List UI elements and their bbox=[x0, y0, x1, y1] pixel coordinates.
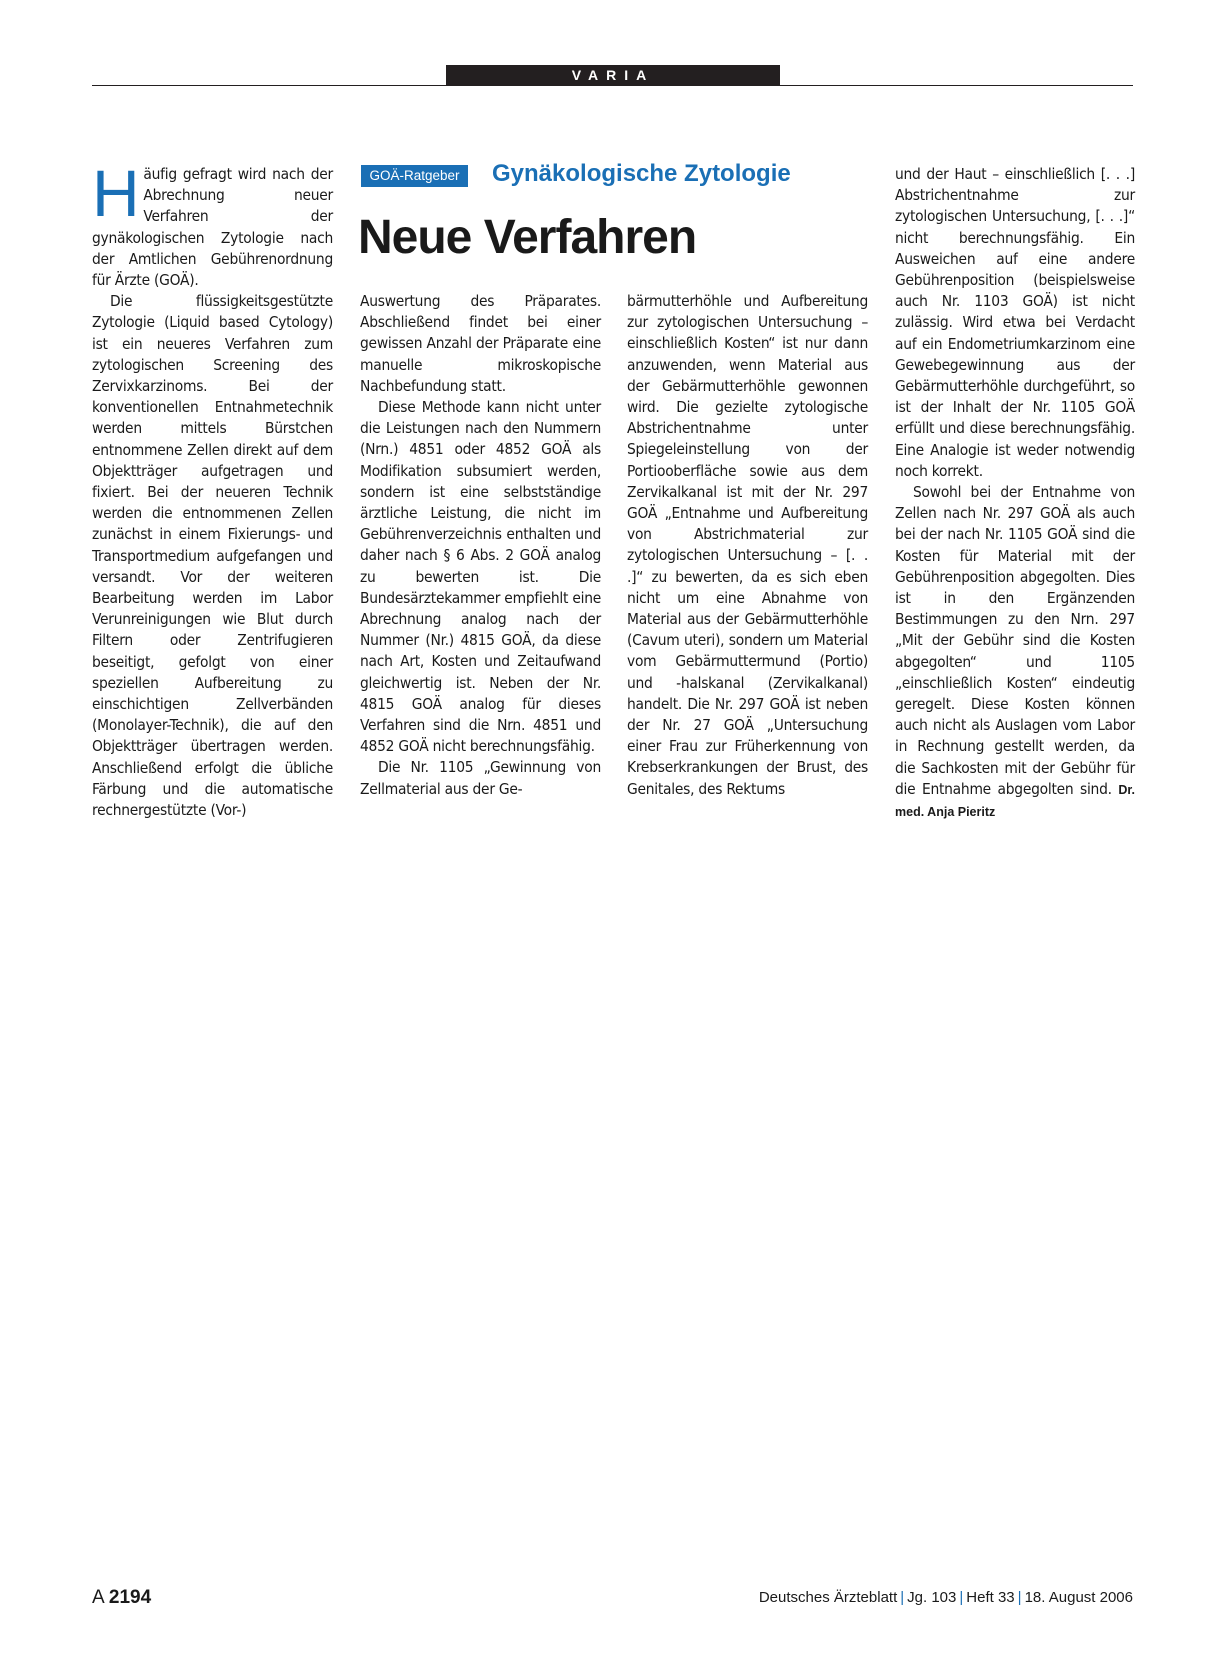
journal-issue: Heft 33 bbox=[966, 1589, 1015, 1606]
paragraph: Sowohl bei der Entnahme von Zellen nach Nr. 297 GOÄ als auch bei der nach Nr. 1105 GOÄ sind die Kosten für Material mit der Gebührenposition abgegolten. Dies ist in den Ergänzenden Bestimmungen zu den Nrn. 297 „Mit der Gebühr sind die Kosten abgegolten“ und 1105 „einschließlich Kosten“ eindeutig geregelt. Diese Kosten können auch nicht als Auslagen vom Labor in Rechnung gestellt werden, da die Sachkosten mit der Gebühr für die Entnahme abgegolten sind. Dr. med. Anja Pieritz bbox=[895, 483, 1135, 820]
paragraph: und der Haut – einschließlich [. . .] Abstrichentnahme zur zytologischen Untersuchung, [. . .]“ nicht berechnungsfähig. Ein Ausweichen auf eine andere Gebührenposition (beispielsweise auch Nr. 1103 GOÄ) ist nicht zulässig. Wird etwa bei Verdacht auf ein Endometriumkarzinom eine Gewebegewinnung aus der Gebärmutterhöhle durchgeführt, so ist der Inhalt der Nr. 1105 GOÄ erfüllt und diese berechnungsfähig. Eine Analogie ist weder notwendig noch korrekt. bbox=[895, 165, 1135, 480]
article-headline: Neue Verfahren bbox=[358, 211, 697, 264]
text-column-4 bbox=[895, 164, 1135, 823]
header-rule bbox=[92, 85, 1133, 86]
section-label: VARIA bbox=[446, 65, 780, 85]
paragraph: Diese Methode kann nicht unter die Leistungen nach den Nummern (Nrn.) 4851 oder 4852 GOÄ als Modifikation subsumiert werden, sondern ist eine selbstständige ärztliche Leistung, die nicht im Gebührenverzeichnis enthalten und daher nach § 6 Abs. 2 GOÄ analog zu bewerten ist. Die Bundesärztekammer empfiehlt eine Abrechnung analog nach der Nummer (Nr.) 4815 GOÄ, da diese nach Art, Kosten und Zeitaufwand gleichwertig ist. Neben der Nr. 4815 GOÄ analog für dieses Verfahren sind die Nrn. 4851 und 4852 GOÄ nicht berechnungsfähig. bbox=[360, 398, 601, 756]
journal-volume: Jg. 103 bbox=[907, 1589, 957, 1606]
author-byline: Dr. med. Anja Pieritz bbox=[895, 782, 1135, 820]
paragraph: Auswertung des Präparates. Abschließend findet bei einer gewissen Anzahl der Präparate eine manuelle mikroskopische Nachbefundung statt. bbox=[360, 292, 601, 395]
paragraph: bärmutterhöhle und Aufbereitung zur zytologischen Untersuchung – einschließlich Kosten“ ist nur dann anzuwenden, wenn Material aus der Gebärmutterhöhle gewonnen wird. Die gezielte zytologische Abstrichentnahme unter Spiegeleinstellung von der Portiooberfläche sowie aus dem Zervikalkanal ist mit der Nr. 297 GOÄ „Entnahme und Aufbereitung von Abstrichmaterial zur zytologischen Untersuchung – [. . .]“ zu bewerten, da es sich eben nicht um eine Abnahme von Material aus der Gebärmutterhöhle (Cavum uteri), sondern um Material vom Gebärmuttermund (Portio) und -halskanal (Zervikalkanal) handelt. Die Nr. 297 GOÄ ist neben der Nr. 27 GOÄ „Untersuchung einer Frau zur Früherkennung von Krebserkrankungen der Brust, des Genitales, des Rektums bbox=[627, 292, 868, 798]
page-number: A 2194 bbox=[92, 1587, 152, 1608]
category-badge: GOÄ-Ratgeber bbox=[361, 165, 468, 187]
paragraph: Die Nr. 1105 „Gewinnung von Zellmaterial aus der Ge- bbox=[360, 758, 601, 798]
text-column-2 bbox=[360, 291, 601, 800]
text-column-3 bbox=[627, 291, 868, 800]
journal-info: Deutsches Ärzteblatt | Jg. 103 | Heft 33 | 18. August 2006 bbox=[758, 1589, 1133, 1606]
text-column-1 bbox=[92, 156, 333, 821]
journal-date: 18. August 2006 bbox=[1024, 1589, 1133, 1606]
paragraph: Häufig gefragt wird nach der Abrechnung neuer Verfahren der gynäkologischen Zytologie nach der Amtlichen Gebührenordnung für Ärzte (GOÄ). bbox=[92, 156, 333, 290]
article-kicker: Gynäkologische Zytologie bbox=[492, 160, 791, 187]
paragraph: Die flüssigkeitsgestützte Zytologie (Liquid based Cytology) ist ein neueres Verfahren zum zytologischen Screening des Zervixkarzinoms. Bei der konventionellen Entnahmetechnik werden mittels Bürstchen entnommene Zellen direkt auf dem Objektträger aufgetragen und fixiert. Bei der neueren Technik werden die entnommenen Zellen zunächst in einem Fixierungs- und Transportmedium aufgefangen und versandt. Vor der weiteren Bearbeitung werden im Labor Verunreinigungen wie Blut durch Filtern oder Zentrifugieren beseitigt, gefolgt von einer speziellen Aufbereitung zu einschichtigen Zellverbänden (Monolayer-Technik), die auf den Objektträger übertragen werden. Anschließend erfolgt die übliche Färbung und die automatische rechnergestützte (Vor-) bbox=[92, 292, 333, 820]
drop-cap: H bbox=[92, 156, 140, 230]
journal-name: Deutsches Ärzteblatt bbox=[758, 1589, 898, 1606]
